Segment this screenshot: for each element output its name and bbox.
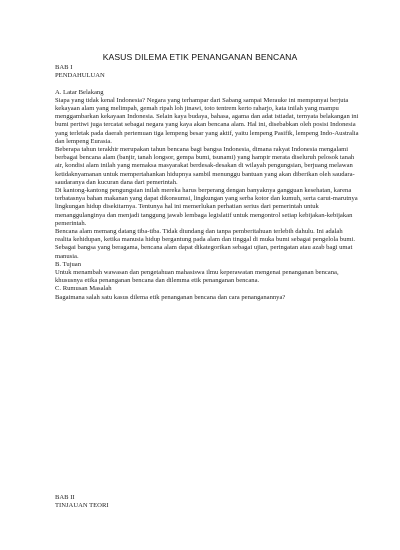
paragraph-latar-2: Beberapa tahun terakhir merupakan tahun bencana bagi bangsa Indonesia, dimana rakyat Indonesia mengalami berbagai bencana alam (banjir, tanah longsor, gempa bumi, tsunami) yang hampir merata diseluruh pelosok tanah air, kondisi alam inilah yang memaksa masyarakat berdesak-desakan di wilayah pengungsian, berjuang melawan ketidaknyamanan untuk mempertahankan hidupnya sambil menunggu bantuan yang akan diberikan oleh saudara-saudaranya dan kucuran dana dari pemerintah.: [55, 146, 355, 186]
section-heading-tujuan: B. Tujuan: [55, 260, 82, 268]
document-body: [55, 64, 360, 302]
paragraph-rumusan: Bagaimana salah satu kasus dilema etik penanganan bencana dan cara penanganannya?: [55, 293, 286, 301]
chapter-label: BAB I: [55, 64, 73, 71]
chapter-label: BAB II: [55, 494, 75, 501]
chapter-title: PENDAHULUAN: [55, 72, 105, 80]
section-heading-latar-belakang: A. Latar Belakang: [55, 88, 104, 96]
spacer: [55, 80, 360, 88]
section-heading-rumusan-masalah: C. Rumusan Masalah: [55, 285, 112, 293]
paragraph-tujuan: Untuk menambah wawasan dan pengetahuan mahasiswa ilmu keperawatan mengenai penanganan bencana, khususnya etika penanganan bencana dan dilemma etik penanganan bencana.: [55, 269, 339, 285]
next-chapter: [55, 494, 109, 510]
paragraph-latar-3: Di kantong-kantong pengungsian inilah mereka harus berperang dengan banyaknya gangguan kesehatan, karena terbatasnya bahan makanan yang dapat dikonsumsi, lingkungan yang serba kotor dan kumuh, serta carut-marutnya lingkungan hidup disekitarnya. Tentunya hal ini memerlukan perhatian serius dari pemerintah untuk menanggulanginya dan menjadi tanggung jawab lembaga legislatif untuk mengontrol setiap kebijakan-kebijakan pemerintah.: [55, 187, 358, 227]
chapter-title: TINJAUAN TEORI: [55, 502, 109, 510]
paragraph-latar-1: Siapa yang tidak kenal Indonesia? Negara yang terhampar dari Sabang sampai Merauke ini mempunyai berjuta kekayaan alam yang melimpah, gemah ripah loh jinawi, toto tentrem kerto raharjo, kata inilah yang mampu menggambarkan kekayaan Indonesia. Selain kaya budaya, bahasa, agama dan adat istiadat, ternyata belakangan ini bumi pertiwi juga tercatat sebagai negara yang kaya akan bencana alam. Hal ini, disebabkan oleh posisi Indonesia yang terletak pada daerah pertemuan tiga lempeng besar yang aktif, yaitu lempeng Pasifik, lempeng Indo-Australia dan lempeng Eurasia.: [55, 96, 359, 145]
document-title: KASUS DILEMA ETIK PENANGANAN BENCANA: [102, 52, 298, 62]
paragraph-latar-4: Bencana alam memang datang tiba-tiba. Tidak diundang dan tanpa pemberitahuan terlebih dahulu. Ini adalah realita kehidupan, ketika manusia hidup bergantung pada alam dan tinggal di muka bumi sebagai pengelola bumi. Sebagai bangsa yang beragama, bencana alam dapat dikategorikan sebagai ujian, peringatan atau azab bagi umat manusia.: [55, 228, 355, 260]
